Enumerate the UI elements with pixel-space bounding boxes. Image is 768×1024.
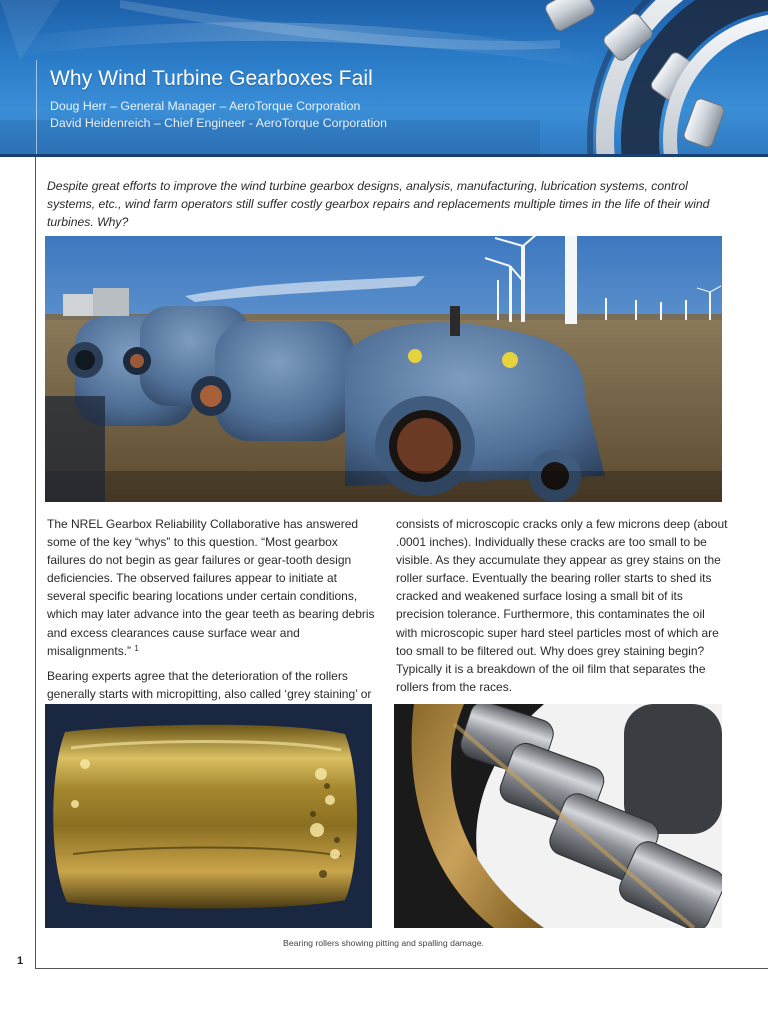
- author-line: David Heidenreich – Chief Engineer - AeroTorque Corporation: [50, 116, 387, 130]
- bearing-cage-photo: [394, 704, 722, 928]
- gearbox-photo: [45, 236, 722, 502]
- intro-paragraph: Despite great efforts to improve the wind turbine gearbox designs, analysis, manufacturing, lubrication systems, control systems, etc., wind farm operators still suffer costly gearbox repairs and replacements multiple times in the life of their wind turbines. Why?: [47, 179, 710, 229]
- body-paragraph: consists of microscopic cracks only a few microns deep (about .0001 inches). Individually these cracks are too small to be visible. As they accumulate they appear as grey stains on the roller surface. Eventually the bearing roller starts to shed its cracked and weakened surface losing a small bit of its precision tolerance. Furthermore, this contaminates the oil with microscopic super hard steel particles most of which are too small to be filtered out. Why does grey staining begin? Typically it is a breakdown of the oil film that separates the rollers from the races.: [396, 517, 728, 694]
- pitted-roller-photo: [45, 704, 372, 928]
- page-footer-rule: [35, 968, 768, 969]
- body-column-left: [47, 515, 377, 721]
- body-paragraph: Bearing experts agree that the deterioration of the rollers generally starts with micropitting, also called ‘grey staining’ or: [47, 668, 372, 701]
- body-paragraph: [47, 515, 377, 660]
- footnote-reference[interactable]: 1: [134, 643, 139, 653]
- author-line: Doug Herr – General Manager – AeroTorque Corporation: [50, 99, 361, 113]
- body-text: The NREL Gearbox Reliability Collaborative has answered some of the key “whys” to this question. “Most gearbox failures do not begin as gear failures or gear-tooth design deficiencies. The observed failures appear to initiate at several specific bearing locations under certain conditions, which may later advance into the gear teeth as bearing debris and excess clearances cause surface wear and misalignments.”: [47, 517, 375, 658]
- page-number: 1: [17, 955, 24, 967]
- photo-caption: Bearing rollers showing pitting and spalling damage.: [283, 938, 484, 948]
- page-margin-rule: [35, 157, 36, 969]
- body-column-right: [396, 515, 728, 696]
- header-banner: [0, 0, 768, 157]
- page-title: Why Wind Turbine Gearboxes Fail: [50, 67, 373, 90]
- header-bottom-rule: [0, 154, 768, 157]
- header-divider: [36, 60, 37, 156]
